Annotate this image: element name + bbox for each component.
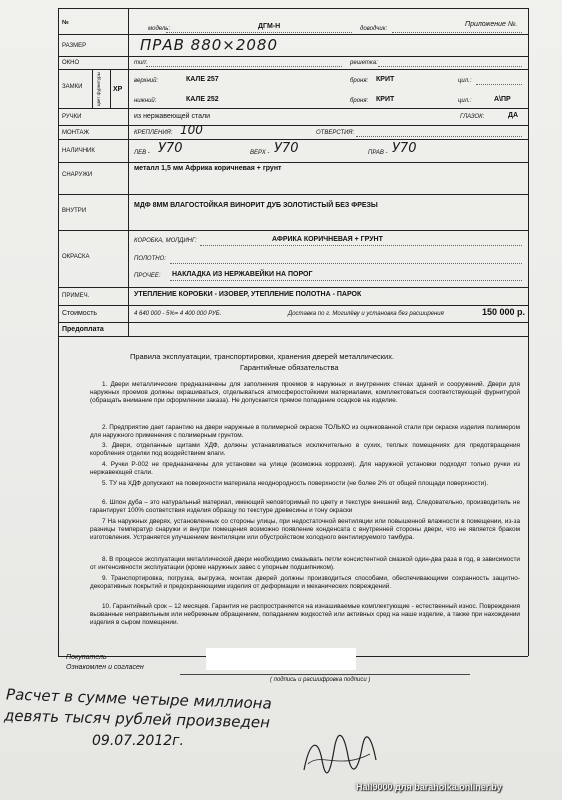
row-line xyxy=(58,69,528,70)
signature-caption: ( подпись и расшифровка подписи ) xyxy=(270,677,371,683)
trim-left-value: У70 xyxy=(158,141,183,156)
dotted-line xyxy=(166,32,352,33)
rules-title: Правила эксплуатации, транспортировки, хранения дверей металлических. xyxy=(130,352,395,361)
dotted-line xyxy=(378,66,522,67)
appendix-label: Приложение №. xyxy=(465,21,518,28)
type-label: тип: xyxy=(134,60,148,66)
rule-paragraph-6: 6. Шпон дуба – это натуральный материал, имеющий неповторимый по цвету и текстуре внешний вид. Следовательно, производитель не гарантирует 100% соответствия изделия образцу по текстуре древесины и тону окраски xyxy=(90,499,520,515)
col-line xyxy=(58,322,59,336)
row-line xyxy=(58,305,528,306)
watermark-text: Hall9000 для barahoIka.onliner.by xyxy=(356,782,502,792)
rule-paragraph-9: 9. Транспортировка, погрузка, выгрузка, монтаж дверей должны производиться способами, обеспечивающими сохранность защитно-декоративных покрытий и предохраняющими изделия от деформации и механических повреждений. xyxy=(90,575,520,591)
agree-label: Ознакомлен и согласен xyxy=(66,664,144,671)
upper-lock-value: КАЛЕ 257 xyxy=(186,76,219,83)
number-label: № xyxy=(62,20,69,26)
rule-paragraph-1: 1. Двери металлические предназначены для заполнения проемов в наружных и внутренних стенах зданий и сооружений. Двери для наружных проемов должны окрашиваться, отделываться атмосферостойкими материалами, комплектоваться соответствующей фурнитурой (обращать внимание при оформлении заказа). Не допускается прямое попадание осадков на изделие. xyxy=(90,381,520,405)
row-line xyxy=(58,34,528,35)
note-value: УТЕПЛЕНИЕ КОРОБКИ - ИЗОВЕР, УТЕПЛЕНИЕ ПОЛОТНА - ПАРОК xyxy=(134,291,362,298)
cost-label: Стоимость xyxy=(62,310,98,317)
rule-paragraph-3: 3. Двери, отделанные щитами ХДФ, должны устанавливаться исключительно в сухих, теплых помещениях для предотвращения коробления отделки под воздействием влаги. xyxy=(90,442,520,458)
row-line xyxy=(58,139,528,140)
armor-value-1: КРИТ xyxy=(376,76,395,83)
peephole-value: ДА xyxy=(508,112,519,119)
handwritten-line-2: девять тысяч рублей произведен xyxy=(3,706,271,732)
cylinder-label-2: цил.: xyxy=(458,98,472,104)
col-line xyxy=(110,69,111,108)
rule-paragraph-7: 7 На наружных дверях, установленных со стороны улицы, при недостаточной вентиляции или повышенной влажности в помещении, из-за разницы температур снаружи и внутри помещения возможно появление конденсата с внутренней стороны двери, что не является браком изготовления. Устраняется улучшением вентиляции или обустройством холодного вентилируемого тамбура. xyxy=(90,518,520,542)
trim-right-label: ПРАВ - xyxy=(368,150,388,156)
table-border-right xyxy=(528,8,529,322)
armor-label-1: броня: xyxy=(350,78,369,84)
handles-label: РУЧКИ xyxy=(62,114,82,120)
hardware-color-value: ХР xyxy=(113,86,123,93)
other-label: ПРОЧЕЕ: xyxy=(134,273,161,279)
row-line xyxy=(58,108,528,109)
row-line xyxy=(58,230,528,231)
mount-label: МОНТАЖ xyxy=(62,130,90,136)
row-line xyxy=(58,336,528,337)
col-line xyxy=(92,69,93,108)
size-value: ПРАВ 880×2080 xyxy=(140,36,279,54)
inside-value: МДФ 8ММ ВЛАГОСТОЙКАЯ ВИНОРИТ ДУБ ЗОЛОТИСТЫЙ БЕЗ ФРЕЗЫ xyxy=(134,202,378,209)
col-line xyxy=(528,336,529,656)
peephole-label: ГЛАЗОК: xyxy=(460,114,485,120)
rule-paragraph-2: 2. Предприятие дает гарантию на двери наружные в полимерной окраске ТОЛЬКО из оцинкованной стали при окраске изделия полимером для наружного применения с полимерным грунтом. xyxy=(90,424,520,440)
cylinder-value-2: А\ПР xyxy=(494,96,511,103)
signature-line xyxy=(180,674,470,675)
signature-scribble-icon xyxy=(300,730,380,778)
frame-label: КОРОБКА, МОЛДИНГ: xyxy=(134,238,197,244)
model-label: модель: xyxy=(148,26,171,32)
redacted-name-box xyxy=(206,648,356,670)
rules-subtitle: Гарантийные обязательства xyxy=(240,363,339,372)
row-line xyxy=(58,56,528,57)
dotted-line xyxy=(170,280,522,281)
dotted-line xyxy=(476,84,522,85)
locks-label: ЗАМКИ xyxy=(62,84,83,90)
row-line xyxy=(58,287,528,288)
row-line xyxy=(58,194,528,195)
size-label: РАЗМЕР xyxy=(62,43,87,49)
buyer-label: Покупатель xyxy=(66,654,107,661)
cost-value: 4 640 000 - 5%= 4 400 000 РУБ. xyxy=(134,311,222,317)
delivery-label: Доставка по г. Могилёву и установка без расширения xyxy=(288,311,444,317)
trim-right-value: У70 xyxy=(392,141,417,156)
col-line xyxy=(528,322,529,336)
lower-lock-label: нижний: xyxy=(134,98,157,104)
other-value: НАКЛАДКА ИЗ НЕРЖАВЕЙКИ НА ПОРОГ xyxy=(172,271,313,278)
col-line xyxy=(58,336,59,656)
lower-lock-value: КАЛЕ 252 xyxy=(186,96,219,103)
handles-value: из нержавеющей стали xyxy=(134,113,211,120)
dotted-line xyxy=(146,66,342,67)
leaf-label: ПОЛОТНО: xyxy=(134,256,166,262)
rule-paragraph-8: 8. В процессе эксплуатации металлической двери необходимо смазывать петли консистентной смазкой один-два раза в год, в зависимости от интенсивности эксплуатации (кроме наружных завес с упорным подшипником). xyxy=(90,556,520,572)
row-line xyxy=(58,162,528,163)
dotted-line xyxy=(200,245,522,246)
row-line xyxy=(58,125,528,126)
trim-label: НАЛИЧНИК xyxy=(62,148,95,154)
window-label: ОКНО xyxy=(62,60,80,66)
rule-paragraph-10: 10. Гарантийный срок – 12 месяцев. Гарантия не распространяется на изнашиваемые комплектующие - естественный износ. Повреждения вызванные неправильным или небрежным обращением, попаданием жидкостей или активных сред на наше изделие, а также при нахождении изделия в сыром помещении. xyxy=(90,603,520,627)
handwritten-line-1: Расчет в сумме четыре миллиона xyxy=(5,685,273,713)
fixings-value: 100 xyxy=(180,123,203,137)
rule-paragraph-5: 5. ТУ на ХДФ допускают на поверхности материала неоднородность поверхности (не более 2% от общей площади поверхности). xyxy=(102,480,489,487)
handwritten-date: 09.07.2012г. xyxy=(92,733,184,749)
outside-value: металл 1,5 мм Африка коричневая + грунт xyxy=(134,165,282,172)
paint-label: ОКРАСКА xyxy=(62,254,90,260)
armor-label-2: броня: xyxy=(350,98,369,104)
outside-label: СНАРУЖИ xyxy=(62,172,93,178)
col-line xyxy=(128,322,129,336)
trim-left-label: ЛЕВ - xyxy=(134,150,150,156)
delivery-value: 150 000 р. xyxy=(482,307,526,317)
cylinder-label-1: цил.: xyxy=(458,78,472,84)
trim-top-value: У70 xyxy=(274,141,299,156)
closer-label: доводчик: xyxy=(360,26,388,32)
armor-value-2: КРИТ xyxy=(376,96,395,103)
model-value: ДГМ-Н xyxy=(258,23,281,30)
upper-lock-label: верхний: xyxy=(134,78,159,84)
dotted-line xyxy=(356,136,522,137)
fixings-label: КРЕПЛЕНИЯ: xyxy=(134,130,173,136)
hardware-color-label: цвет фурнитуры xyxy=(96,72,101,106)
trim-top-label: ВЕРХ - xyxy=(250,150,270,156)
dotted-line xyxy=(170,263,522,264)
grille-label: решетка: xyxy=(350,60,378,66)
frame-value: АФРИКА КОРИЧНЕВАЯ + ГРУНТ xyxy=(272,236,383,243)
inside-label: ВНУТРИ xyxy=(62,208,87,214)
prepay-label: Предоплата xyxy=(62,326,104,333)
holes-label: ОТВЕРСТИЯ: xyxy=(316,130,355,136)
dotted-line xyxy=(392,32,522,33)
note-label: ПРИМЕЧ. xyxy=(62,293,90,299)
rule-paragraph-4: 4. Ручки Р-002 не предназначены для установки на улице (возможна коррозия). Для наружной установки подходят только ручки из нержавеющей стали. xyxy=(90,461,520,477)
